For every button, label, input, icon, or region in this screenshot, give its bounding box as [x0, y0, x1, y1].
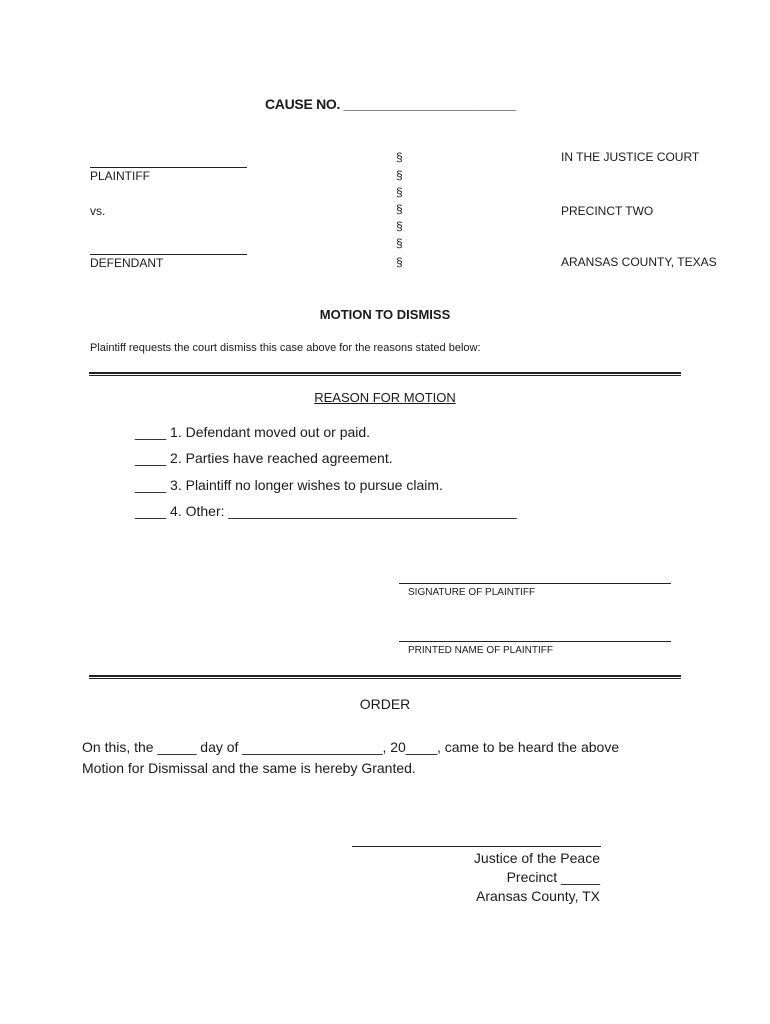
reason-item: ____ 4. Other: _____________________________________: [135, 503, 517, 519]
order-text-line: On this, the _____ day of __________________, 20____, came to be heard the above: [82, 739, 620, 755]
vs-label: vs.: [90, 204, 106, 218]
court-precinct: PRECINCT TWO: [561, 204, 654, 218]
section-mark: §: [396, 168, 403, 182]
motion-title: MOTION TO DISMISS: [319, 307, 451, 322]
section-mark: §: [396, 219, 403, 233]
printed-name-line: [399, 641, 671, 642]
defendant-label: DEFENDANT: [90, 256, 164, 270]
motion-request-text: Plaintiff requests the court dismiss this case above for the reasons stated below:: [90, 342, 481, 354]
reason-item: ____ 3. Plaintiff no longer wishes to pursue claim.: [135, 477, 443, 493]
reason-title: REASON FOR MOTION: [314, 390, 456, 405]
section-mark: §: [396, 185, 403, 199]
defendant-name-line: [90, 254, 247, 255]
judge-county: Aransas County, TX: [476, 888, 600, 904]
cause-number: CAUSE NO. _______________________: [265, 96, 516, 112]
reason-item: ____ 2. Parties have reached agreement.: [135, 450, 393, 466]
section-mark: §: [396, 150, 403, 164]
court-name: IN THE JUSTICE COURT: [561, 150, 700, 164]
court-county: ARANSAS COUNTY, TEXAS: [561, 255, 717, 269]
plaintiff-label: PLAINTIFF: [90, 169, 151, 183]
judge-title: Justice of the Peace: [473, 850, 600, 866]
section-mark: §: [396, 202, 403, 216]
plaintiff-name-line: [90, 167, 247, 168]
judge-precinct: Precinct _____: [506, 869, 600, 885]
reason-item: ____ 1. Defendant moved out or paid.: [135, 424, 371, 440]
order-text-line: Motion for Dismissal and the same is hereby Granted.: [82, 760, 416, 776]
signature-label: SIGNATURE OF PLAINTIFF: [408, 587, 536, 598]
signature-line: [399, 583, 671, 584]
section-mark: §: [396, 236, 403, 250]
section-mark: §: [396, 255, 403, 269]
section-divider: [89, 372, 681, 376]
section-divider: [89, 675, 681, 679]
printed-name-label: PRINTED NAME OF PLAINTIFF: [408, 645, 554, 656]
order-title: ORDER: [359, 696, 411, 712]
judge-signature-line: [352, 846, 601, 847]
